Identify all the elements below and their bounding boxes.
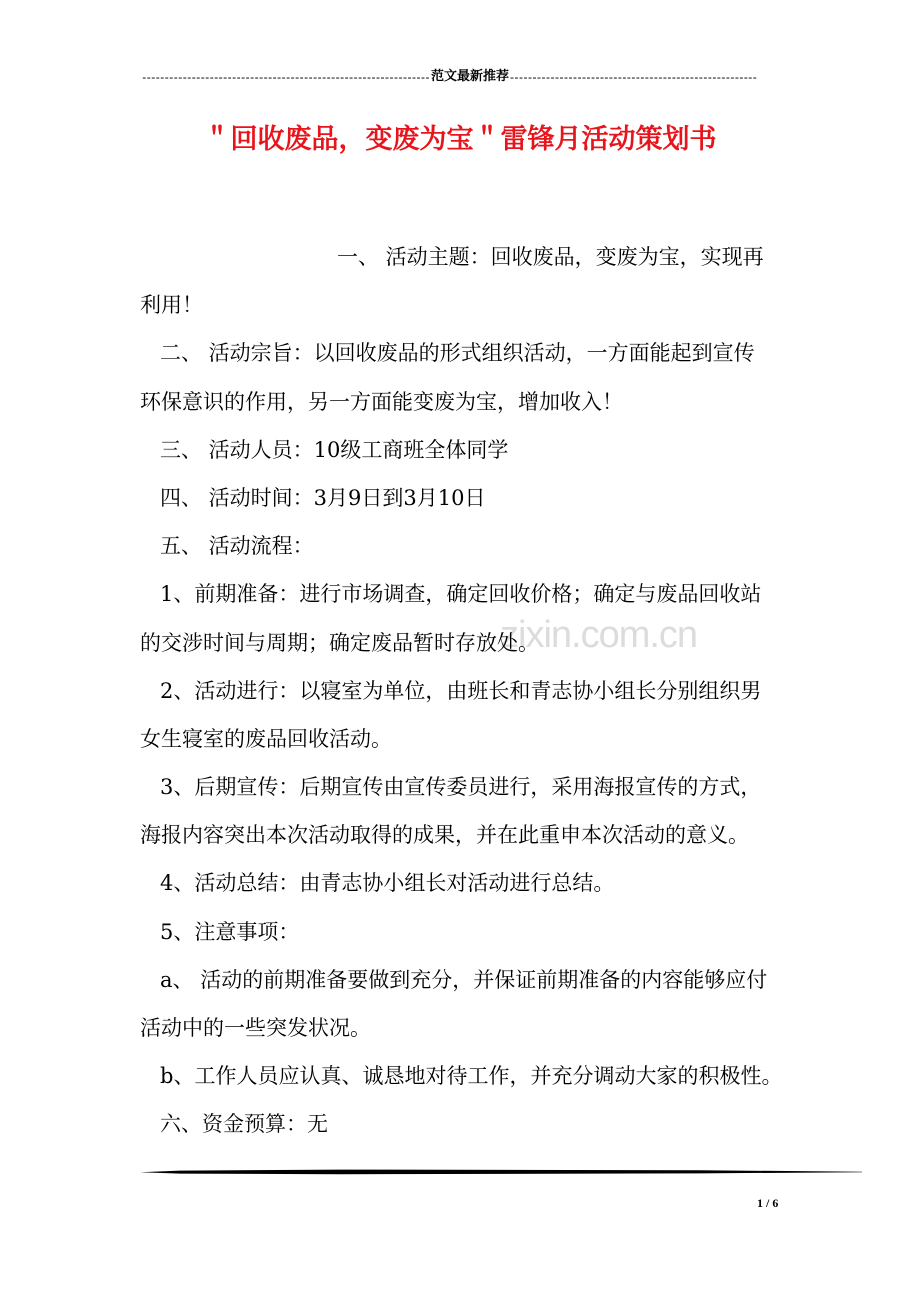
- body-line: 女生寝室的废品回收活动。: [140, 726, 392, 751]
- body-line: 3、后期宣传：后期宣传由宣传委员进行，采用海报宣传的方式，: [160, 775, 762, 800]
- watermark: zixin.com.cn: [500, 614, 698, 656]
- body-line: 1、前期准备：进行市场调查，确定回收价格；确定与废品回收站: [160, 582, 762, 607]
- body-line: 环保意识的作用，另一方面能变废为宝，增加收入！: [140, 389, 623, 414]
- body-line: 的交涉时间与周期；确定废品暂时存放处。: [140, 630, 539, 655]
- body-line: a、 活动的前期准备要做到充分，并保证前期准备的内容能够应付: [160, 967, 768, 992]
- footer-rule: [140, 1169, 862, 1175]
- body-line: 二、 活动宗旨：以回收废品的形式组织活动，一方面能起到宣传: [160, 341, 755, 366]
- header-dashes-right: -------------------------------------------------------: [510, 70, 758, 84]
- body-line: 4、活动总结：由青志协小组长对活动进行总结。: [160, 871, 615, 896]
- body-line: 三、 活动人员：10级工商班全体同学: [160, 437, 509, 462]
- page-number: 1 / 6: [757, 1196, 779, 1210]
- page-header: [140, 69, 760, 85]
- body-line: 活动中的一些突发状况。: [140, 1016, 371, 1040]
- body-line: b、工作人员应认真、诚恳地对待工作，并充分调动大家的积极性。: [160, 1064, 783, 1089]
- body-line: 一、 活动主题：回收废品，变废为宝，实现再: [337, 245, 764, 269]
- document-body: [140, 233, 840, 1149]
- body-line: 四、 活动时间：3月9日到3月10日: [160, 485, 486, 510]
- body-line: 2、活动进行：以寝室为单位，由班长和青志协小组长分别组织男: [160, 678, 762, 703]
- body-line: 五、 活动流程：: [160, 534, 314, 559]
- header-dashes-left: ----------------------------------------------------------------: [142, 70, 430, 84]
- document-title: ＂回收废品，变废为宝＂雷锋月活动策划书: [203, 124, 717, 155]
- body-line: 六、资金预算：无: [160, 1112, 328, 1137]
- header-label: 范文最新推荐: [431, 69, 510, 84]
- body-line: 利用！: [140, 293, 203, 318]
- body-line: 5、注意事项：: [160, 919, 300, 944]
- body-line: 海报内容突出本次活动取得的成果，并在此重申本次活动的意义。: [140, 823, 749, 848]
